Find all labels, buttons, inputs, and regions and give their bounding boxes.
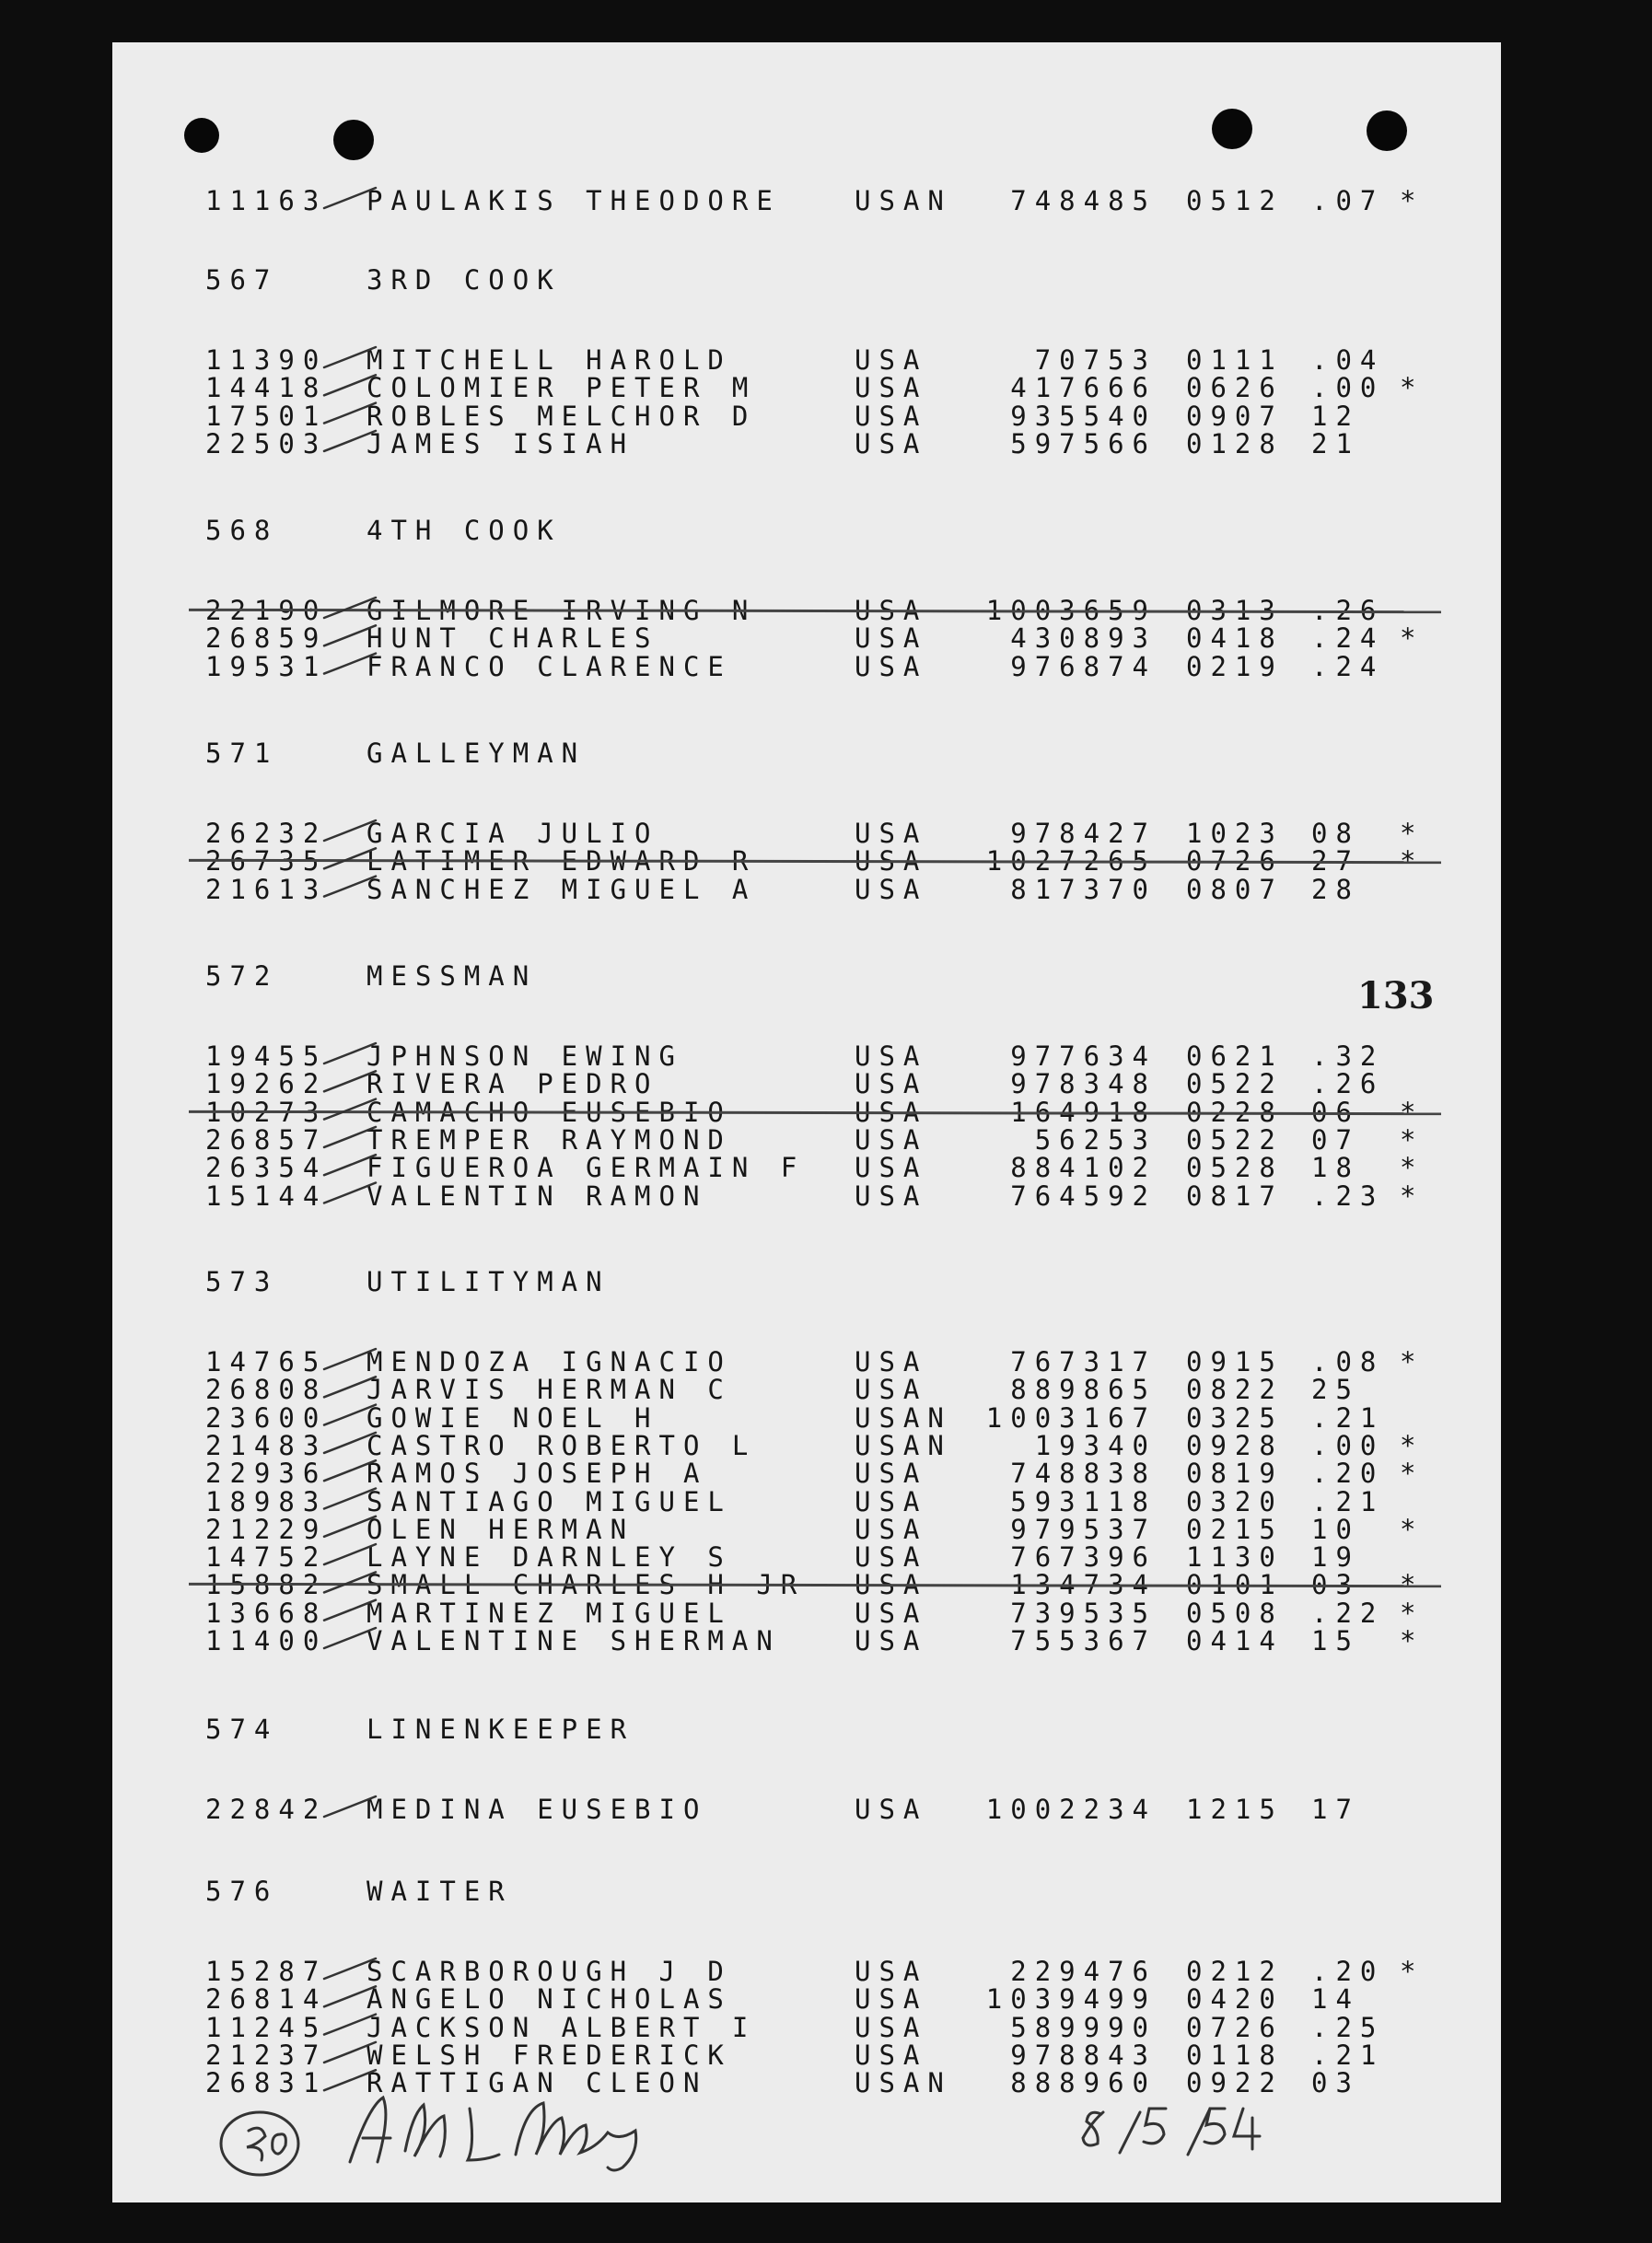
section-title: MESSMAN <box>366 960 538 992</box>
book-number: 26232 <box>205 818 328 849</box>
value: .26 <box>1311 1068 1385 1100</box>
citizenship: USAN <box>855 1429 952 1461</box>
crew-name: COLOMIER PETER M <box>366 372 757 404</box>
value: 07 <box>1311 1123 1360 1156</box>
section-code: 572 <box>205 960 279 992</box>
document-number: 1003167 <box>985 1401 1157 1434</box>
document-number: 977634 <box>1010 1040 1157 1072</box>
value: .04 <box>1311 344 1385 376</box>
book-number: 15287 <box>205 1956 328 1987</box>
section-code: 576 <box>205 1876 279 1907</box>
book-number: 26814 <box>205 1983 328 2016</box>
document-number: 976874 <box>1010 650 1157 682</box>
numeral-3 <box>247 2128 265 2160</box>
book-number: 21237 <box>205 2039 328 2071</box>
pencil-tick <box>324 1155 376 1175</box>
value: .22 <box>1311 1597 1385 1629</box>
citizenship: USA <box>855 818 928 849</box>
citizenship: USA <box>855 1123 928 1156</box>
pencil-tick <box>324 375 376 395</box>
book-number: 11245 <box>205 2011 328 2043</box>
crew-name: HUNT CHARLES <box>366 622 659 655</box>
signature-letter-l <box>468 2109 499 2160</box>
crew-name: SANCHEZ MIGUEL A <box>366 873 757 905</box>
crew-name: SANTIAGO MIGUEL <box>366 1485 732 1517</box>
numeral-0 <box>273 2134 286 2154</box>
date-code: 0219 <box>1186 650 1284 682</box>
crew-name: OLEN HERMAN <box>366 1513 635 1545</box>
pencil-tick <box>324 848 376 868</box>
date-code: 0512 <box>1186 185 1284 216</box>
date-code: 0621 <box>1186 1040 1284 1072</box>
section-title: WAITER <box>366 1876 513 1907</box>
document-number: 889865 <box>1010 1374 1157 1406</box>
value: 25 <box>1311 1374 1360 1406</box>
date-code: 0325 <box>1186 1401 1284 1434</box>
book-number: 26808 <box>205 1374 328 1406</box>
document-number: 593118 <box>1010 1485 1157 1517</box>
value: 27 <box>1311 845 1360 877</box>
value: 18 <box>1311 1152 1360 1184</box>
document-number: 19340 <box>1034 1429 1157 1461</box>
pencil-tick <box>324 2070 376 2090</box>
book-number: 13668 <box>205 1597 328 1629</box>
date-code: 0111 <box>1186 344 1284 376</box>
pencil-tick <box>324 1405 376 1425</box>
asterisk-mark: * <box>1400 622 1416 655</box>
citizenship: USA <box>855 1040 928 1072</box>
pencil-tick <box>324 347 376 367</box>
document-number: 888960 <box>1010 2067 1157 2099</box>
asterisk-mark: * <box>1400 185 1416 216</box>
book-number: 11163 <box>205 185 328 216</box>
pencil-tick <box>324 1572 376 1592</box>
citizenship: USA <box>855 1625 928 1656</box>
pencil-tick-marks <box>324 188 376 2090</box>
crew-name: VALENTIN RAMON <box>366 1180 708 1212</box>
citizenship: USA <box>855 1541 928 1574</box>
value: 06 <box>1311 1096 1360 1128</box>
value: .25 <box>1311 2011 1385 2043</box>
date-code: 0626 <box>1186 372 1284 404</box>
document-number: 1003659 <box>985 595 1157 626</box>
crew-name: JACKSON ALBERT I <box>366 2011 757 2043</box>
crew-name: FIGUEROA GERMAIN F <box>366 1152 806 1184</box>
pencil-tick <box>324 403 376 424</box>
date-code: 0807 <box>1186 873 1284 905</box>
book-number: 22190 <box>205 595 328 626</box>
signature-surname <box>516 2103 636 2170</box>
section-code: 567 <box>205 264 279 296</box>
value: 19 <box>1311 1541 1360 1574</box>
citizenship: USA <box>855 1983 928 2016</box>
crew-name: MARTINEZ MIGUEL <box>366 1597 732 1629</box>
crew-name: WELSH FREDERICK <box>366 2039 732 2071</box>
value: .20 <box>1311 1956 1385 1987</box>
value: 08 <box>1311 818 1360 849</box>
asterisk-mark: * <box>1400 1513 1416 1545</box>
citizenship: USA <box>855 400 928 432</box>
citizenship: USA <box>855 1794 928 1825</box>
document-number: 764592 <box>1010 1180 1157 1212</box>
value: 21 <box>1311 427 1360 459</box>
pencil-tick <box>324 1544 376 1564</box>
pencil-tick <box>324 1600 376 1621</box>
book-number: 15144 <box>205 1180 328 1212</box>
pencil-tick <box>324 1986 376 2006</box>
date-code: 0215 <box>1186 1513 1284 1545</box>
book-number: 22503 <box>205 427 328 459</box>
book-number: 21613 <box>205 873 328 905</box>
value: .21 <box>1311 1401 1385 1434</box>
book-number: 26831 <box>205 2067 328 2099</box>
value: 15 <box>1311 1625 1360 1656</box>
value: .20 <box>1311 1458 1385 1490</box>
asterisk-mark: * <box>1400 818 1416 849</box>
document-number: 767396 <box>1010 1541 1157 1574</box>
section-code: 571 <box>205 738 279 769</box>
handwritten-signature <box>221 2098 1260 2175</box>
crew-name: ROBLES MELCHOR D <box>366 400 757 432</box>
pencil-tick <box>324 598 376 618</box>
citizenship: USA <box>855 622 928 655</box>
date-code: 0320 <box>1186 1485 1284 1517</box>
citizenship: USA <box>855 595 928 626</box>
document-number: 430893 <box>1010 622 1157 655</box>
asterisk-mark: * <box>1400 1123 1416 1156</box>
pencil-tick <box>324 1433 376 1453</box>
book-number: 26859 <box>205 622 328 655</box>
crew-name: CASTRO ROBERTO L <box>366 1429 757 1461</box>
date-digits-54 <box>1204 2109 1260 2149</box>
crew-name: SMALL CHARLES H JR <box>366 1569 806 1601</box>
section-code: 573 <box>205 1266 279 1297</box>
pencil-tick <box>324 1489 376 1509</box>
document-number: 56253 <box>1034 1123 1157 1156</box>
book-number: 18983 <box>205 1485 328 1517</box>
book-number: 23600 <box>205 1401 328 1434</box>
section-title: UTILITYMAN <box>366 1266 611 1297</box>
citizenship: USA <box>855 1180 928 1212</box>
crew-name: CAMACHO EUSEBIO <box>366 1096 732 1128</box>
pencil-tick <box>324 820 376 841</box>
document-number: 978843 <box>1010 2039 1157 2071</box>
crew-name: VALENTINE SHERMAN <box>366 1625 781 1656</box>
pencil-tick <box>324 877 376 897</box>
crew-name: GARCIA JULIO <box>366 818 659 849</box>
crew-name: LAYNE DARNLEY S <box>366 1541 732 1574</box>
citizenship: USA <box>855 1956 928 1987</box>
date-code: 1130 <box>1186 1541 1284 1574</box>
date-code: 0128 <box>1186 427 1284 459</box>
citizenship: USA <box>855 873 928 905</box>
citizenship: USA <box>855 1346 928 1377</box>
document-number: 1002234 <box>985 1794 1157 1825</box>
pencil-tick <box>324 654 376 674</box>
date-code: 0228 <box>1186 1096 1284 1128</box>
value: .24 <box>1311 622 1385 655</box>
asterisk-mark: * <box>1400 1569 1416 1601</box>
value: 03 <box>1311 2067 1360 2099</box>
document-number: 597566 <box>1010 427 1157 459</box>
book-number: 10273 <box>205 1096 328 1128</box>
document-number: 748485 <box>1010 185 1157 216</box>
asterisk-mark: * <box>1400 1458 1416 1490</box>
value: .24 <box>1311 650 1385 682</box>
date-code: 0118 <box>1186 2039 1284 2071</box>
document-number: 817370 <box>1010 873 1157 905</box>
book-number: 26354 <box>205 1152 328 1184</box>
crew-name: JPHNSON EWING <box>366 1040 683 1072</box>
pencil-tick <box>324 1958 376 1979</box>
page-number: 133 <box>1357 974 1435 1017</box>
value: .32 <box>1311 1040 1385 1072</box>
document-number: 739535 <box>1010 1597 1157 1629</box>
value: .21 <box>1311 2039 1385 2071</box>
signature-letter-a <box>350 2098 390 2162</box>
citizenship: USA <box>855 1068 928 1100</box>
crew-name: SCARBOROUGH J D <box>366 1956 732 1987</box>
pencil-tick <box>324 1796 376 1817</box>
asterisk-mark: * <box>1400 1152 1416 1184</box>
citizenship: USA <box>855 1152 928 1184</box>
document-number: 979537 <box>1010 1513 1157 1545</box>
pencil-tick <box>324 1628 376 1648</box>
book-number: 19531 <box>205 650 328 682</box>
crew-name: TREMPER RAYMOND <box>366 1123 732 1156</box>
citizenship: USA <box>855 2039 928 2071</box>
document-number: 589990 <box>1010 2011 1157 2043</box>
value: 12 <box>1311 400 1360 432</box>
citizenship: USA <box>855 1458 928 1490</box>
date-code: 0822 <box>1186 1374 1284 1406</box>
date-code: 0212 <box>1186 1956 1284 1987</box>
date-code: 0418 <box>1186 622 1284 655</box>
pencil-tick <box>324 625 376 645</box>
crew-name: MITCHELL HAROLD <box>366 344 732 376</box>
asterisk-mark: * <box>1400 1597 1416 1629</box>
crew-name: JAMES ISIAH <box>366 427 635 459</box>
date-digit-5 <box>1144 2109 1166 2144</box>
pencil-tick <box>324 1349 376 1369</box>
document-number: 884102 <box>1010 1152 1157 1184</box>
document-number: 935540 <box>1010 400 1157 432</box>
citizenship: USAN <box>855 1401 952 1434</box>
value: .00 <box>1311 1429 1385 1461</box>
section-title: 3RD COOK <box>366 264 562 296</box>
asterisk-mark: * <box>1400 1625 1416 1656</box>
pencil-tick <box>324 1099 376 1120</box>
document-number: 755367 <box>1010 1625 1157 1656</box>
date-code: 0819 <box>1186 1458 1284 1490</box>
crew-name: PAULAKIS THEODORE <box>366 185 781 216</box>
asterisk-mark: * <box>1400 845 1416 877</box>
date-code: 0414 <box>1186 1625 1284 1656</box>
date-code: 0101 <box>1186 1569 1284 1601</box>
pencil-tick <box>324 1043 376 1063</box>
pencil-tick <box>324 431 376 451</box>
date-code: 0522 <box>1186 1123 1284 1156</box>
document-number: 978348 <box>1010 1068 1157 1100</box>
date-code: 0528 <box>1186 1152 1284 1184</box>
pencil-tick <box>324 1127 376 1147</box>
value: 17 <box>1311 1794 1360 1825</box>
section-code: 574 <box>205 1714 279 1745</box>
book-number: 22936 <box>205 1458 328 1490</box>
book-number: 21229 <box>205 1513 328 1545</box>
book-number: 15882 <box>205 1569 328 1601</box>
citizenship: USA <box>855 1096 928 1128</box>
pencil-tick <box>324 1183 376 1203</box>
book-number: 22842 <box>205 1794 328 1825</box>
asterisk-mark: * <box>1400 1956 1416 1987</box>
crew-name: JARVIS HERMAN C <box>366 1374 732 1406</box>
crew-name: GILMORE IRVING N <box>366 595 757 626</box>
book-number: 11400 <box>205 1625 328 1656</box>
date-code: 1023 <box>1186 818 1284 849</box>
pencil-tick <box>324 188 376 208</box>
document-number: 1039499 <box>985 1983 1157 2016</box>
citizenship: USA <box>855 372 928 404</box>
book-number: 14418 <box>205 372 328 404</box>
citizenship: USA <box>855 2011 928 2043</box>
document-number: 978427 <box>1010 818 1157 849</box>
book-number: 14765 <box>205 1346 328 1377</box>
crew-name: RATTIGAN CLEON <box>366 2067 708 2099</box>
document-number: 417666 <box>1010 372 1157 404</box>
citizenship: USA <box>855 1569 928 1601</box>
citizenship: USAN <box>855 2067 952 2099</box>
pencil-tick <box>324 2015 376 2035</box>
value: .23 <box>1311 1180 1385 1212</box>
date-code: 0817 <box>1186 1180 1284 1212</box>
citizenship: USA <box>855 1513 928 1545</box>
value: 10 <box>1311 1513 1360 1545</box>
asterisk-mark: * <box>1400 1429 1416 1461</box>
document-number: 70753 <box>1034 344 1157 376</box>
crew-name: GOWIE NOEL H <box>366 1401 659 1434</box>
asterisk-mark: * <box>1400 1346 1416 1377</box>
date-code: 0907 <box>1186 400 1284 432</box>
pencil-tick <box>324 2042 376 2063</box>
citizenship: USA <box>855 427 928 459</box>
date-code: 0726 <box>1186 2011 1284 2043</box>
citizenship: USA <box>855 650 928 682</box>
asterisk-mark: * <box>1400 1180 1416 1212</box>
asterisk-mark: * <box>1400 372 1416 404</box>
value: .08 <box>1311 1346 1385 1377</box>
book-number: 19262 <box>205 1068 328 1100</box>
pencil-tick <box>324 1071 376 1091</box>
document-number: 134734 <box>1010 1569 1157 1601</box>
document-number: 229476 <box>1010 1956 1157 1987</box>
asterisk-mark: * <box>1400 1096 1416 1128</box>
book-number: 21483 <box>205 1429 328 1461</box>
date-code: 0928 <box>1186 1429 1284 1461</box>
date-code: 0726 <box>1186 845 1284 877</box>
value: 28 <box>1311 873 1360 905</box>
citizenship: USA <box>855 1485 928 1517</box>
crew-name: MENDOZA IGNACIO <box>366 1346 732 1377</box>
value: 14 <box>1311 1983 1360 2016</box>
value: 03 <box>1311 1569 1360 1601</box>
book-number: 14752 <box>205 1541 328 1574</box>
date-code: 1215 <box>1186 1794 1284 1825</box>
crew-name: FRANCO CLARENCE <box>366 650 732 682</box>
pencil-tick <box>324 1517 376 1537</box>
date-code: 0313 <box>1186 595 1284 626</box>
document-number: 164918 <box>1010 1096 1157 1128</box>
crew-name: MEDINA EUSEBIO <box>366 1794 708 1825</box>
crew-name: LATIMER EDWARD R <box>366 845 757 877</box>
pencil-tick <box>324 1377 376 1397</box>
section-title: 4TH COOK <box>366 515 562 546</box>
date-code: 0508 <box>1186 1597 1284 1629</box>
book-number: 19455 <box>205 1040 328 1072</box>
book-number: 11390 <box>205 344 328 376</box>
date-code: 0522 <box>1186 1068 1284 1100</box>
pencil-tick <box>324 1460 376 1481</box>
document-number: 1027265 <box>985 845 1157 877</box>
citizenship: USAN <box>855 185 952 216</box>
citizenship: USA <box>855 1374 928 1406</box>
date-digit-8 <box>1083 2112 1103 2145</box>
value: .26 <box>1311 595 1385 626</box>
section-title: GALLEYMAN <box>366 738 587 769</box>
document-number: 748838 <box>1010 1458 1157 1490</box>
document-number: 767317 <box>1010 1346 1157 1377</box>
date-code: 0420 <box>1186 1983 1284 2016</box>
book-number: 26857 <box>205 1123 328 1156</box>
value: .00 <box>1311 372 1385 404</box>
date-slash-1 <box>1120 2112 1140 2153</box>
citizenship: USA <box>855 344 928 376</box>
section-title: LINENKEEPER <box>366 1714 635 1745</box>
date-slash-2 <box>1188 2109 1210 2155</box>
crew-name: ANGELO NICHOLAS <box>366 1983 732 2016</box>
book-number: 17501 <box>205 400 328 432</box>
date-code: 0915 <box>1186 1346 1284 1377</box>
section-code: 568 <box>205 515 279 546</box>
crew-name: RIVERA PEDRO <box>366 1068 659 1100</box>
date-code: 0922 <box>1186 2067 1284 2099</box>
book-number: 26735 <box>205 845 328 877</box>
crew-name: RAMOS JOSEPH A <box>366 1458 708 1490</box>
value: .07 <box>1311 185 1385 216</box>
signature-letter-m <box>405 2105 445 2156</box>
citizenship: USA <box>855 1597 928 1629</box>
citizenship: USA <box>855 845 928 877</box>
value: .21 <box>1311 1485 1385 1517</box>
